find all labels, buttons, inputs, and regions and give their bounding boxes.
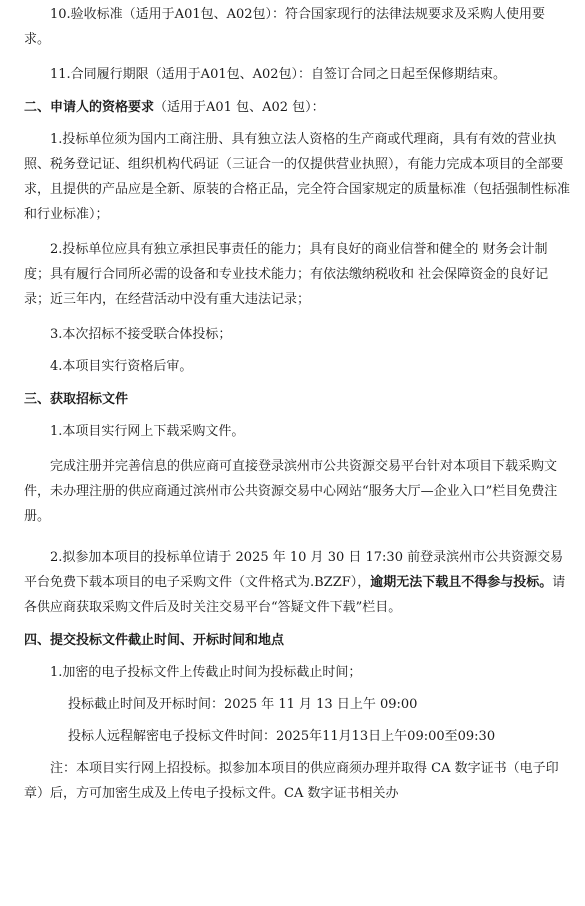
sec4-deadline-line: 投标截止时间及开标时间：2025 年 11 月 13 日上午 09:00 xyxy=(68,697,418,712)
sec1-item10: 10.验收标准（适用于A01包、A02包）：符合国家现行的法律法规要求及采购人使用要求。 xyxy=(24,7,546,47)
sec4-note: 注：本项目实行网上招投标。拟参加本项目的供应商须办理并取得 CA 数字证书（电子印章）后，方可加密生成及上传电子投标文件。CA 数字证书相关办 xyxy=(24,761,559,801)
sec3-paragraph-3-start: 2.拟参加本项目的投标单位请于 2025 年 10 月 30 日 17:30 前登录滨州市公共资源交易平台免费下载本项目的电子采购文件（文件格式为.BZZF）， xyxy=(24,550,564,590)
sec3-paragraph-2: 完成注册并完善信息的供应商可直接登录滨州市公共资源交易平台针对本项目下载采购文件，未办理注册的供应商通过滨州市公共资源交易中心网站“服务大厅—企业入口”栏目免费注册。 xyxy=(24,459,558,524)
sec2-paragraph-1: 1.投标单位须为国内工商注册、具有独立法人资格的生产商或代理商，具有有效的营业执照、税务登记证、组织机构代码证（三证合一的仅提供营业执照），有能力完成本项目的全部要求，且提供的产品应是全新、原装的合格正品，完全符合国家规定的质量标准（包括强制性标准和行业标准）； xyxy=(24,132,571,222)
sec3-paragraph-1: 1.本项目实行网上下载采购文件。 xyxy=(50,424,245,439)
sec3-paragraph-3 xyxy=(24,545,571,620)
sec1-item11: 11.合同履行期限（适用于A01包、A02包）：自签订合同之日起至保修期结束。 xyxy=(50,67,507,82)
sec2-heading xyxy=(24,95,571,120)
sec3-heading: 三、获取招标文件 xyxy=(24,392,129,407)
sec2-paragraph-2: 2.投标单位应具有独立承担民事责任的能力；具有良好的商业信誉和健全的 财务会计制度；具有履行合同所必需的设备和专业技术能力；有依法缴纳税收和 社会保障资金的良好记录；近三年内，在经营活动中没有重大违法记录； xyxy=(24,242,549,307)
sec4-decrypt-line: 投标人远程解密电子投标文件时间：2025年11月13日上午09:00至09:30 xyxy=(68,729,496,744)
sec2-heading-note: （适用于A01 包、A02 包）： xyxy=(154,100,325,115)
sec4-heading: 四、提交投标文件截止时间、开标时间和地点 xyxy=(24,633,285,648)
sec2-paragraph-4: 4.本项目实行资格后审。 xyxy=(50,359,193,374)
sec2-paragraph-3: 3.本次招标不接受联合体投标； xyxy=(50,327,232,342)
sec2-heading-title: 二、申请人的资格要求 xyxy=(24,100,155,115)
sec3-paragraph-3-end: 请各供应商获取采购文件后及时关注交易平台“答疑文件下载”栏目。 xyxy=(24,575,566,615)
sec3-paragraph-3-emphasis: 逾期无法下载且不得参与投标。 xyxy=(370,575,553,590)
sec4-paragraph-1: 1.加密的电子投标文件上传截止时间为投标截止时间； xyxy=(50,665,362,680)
